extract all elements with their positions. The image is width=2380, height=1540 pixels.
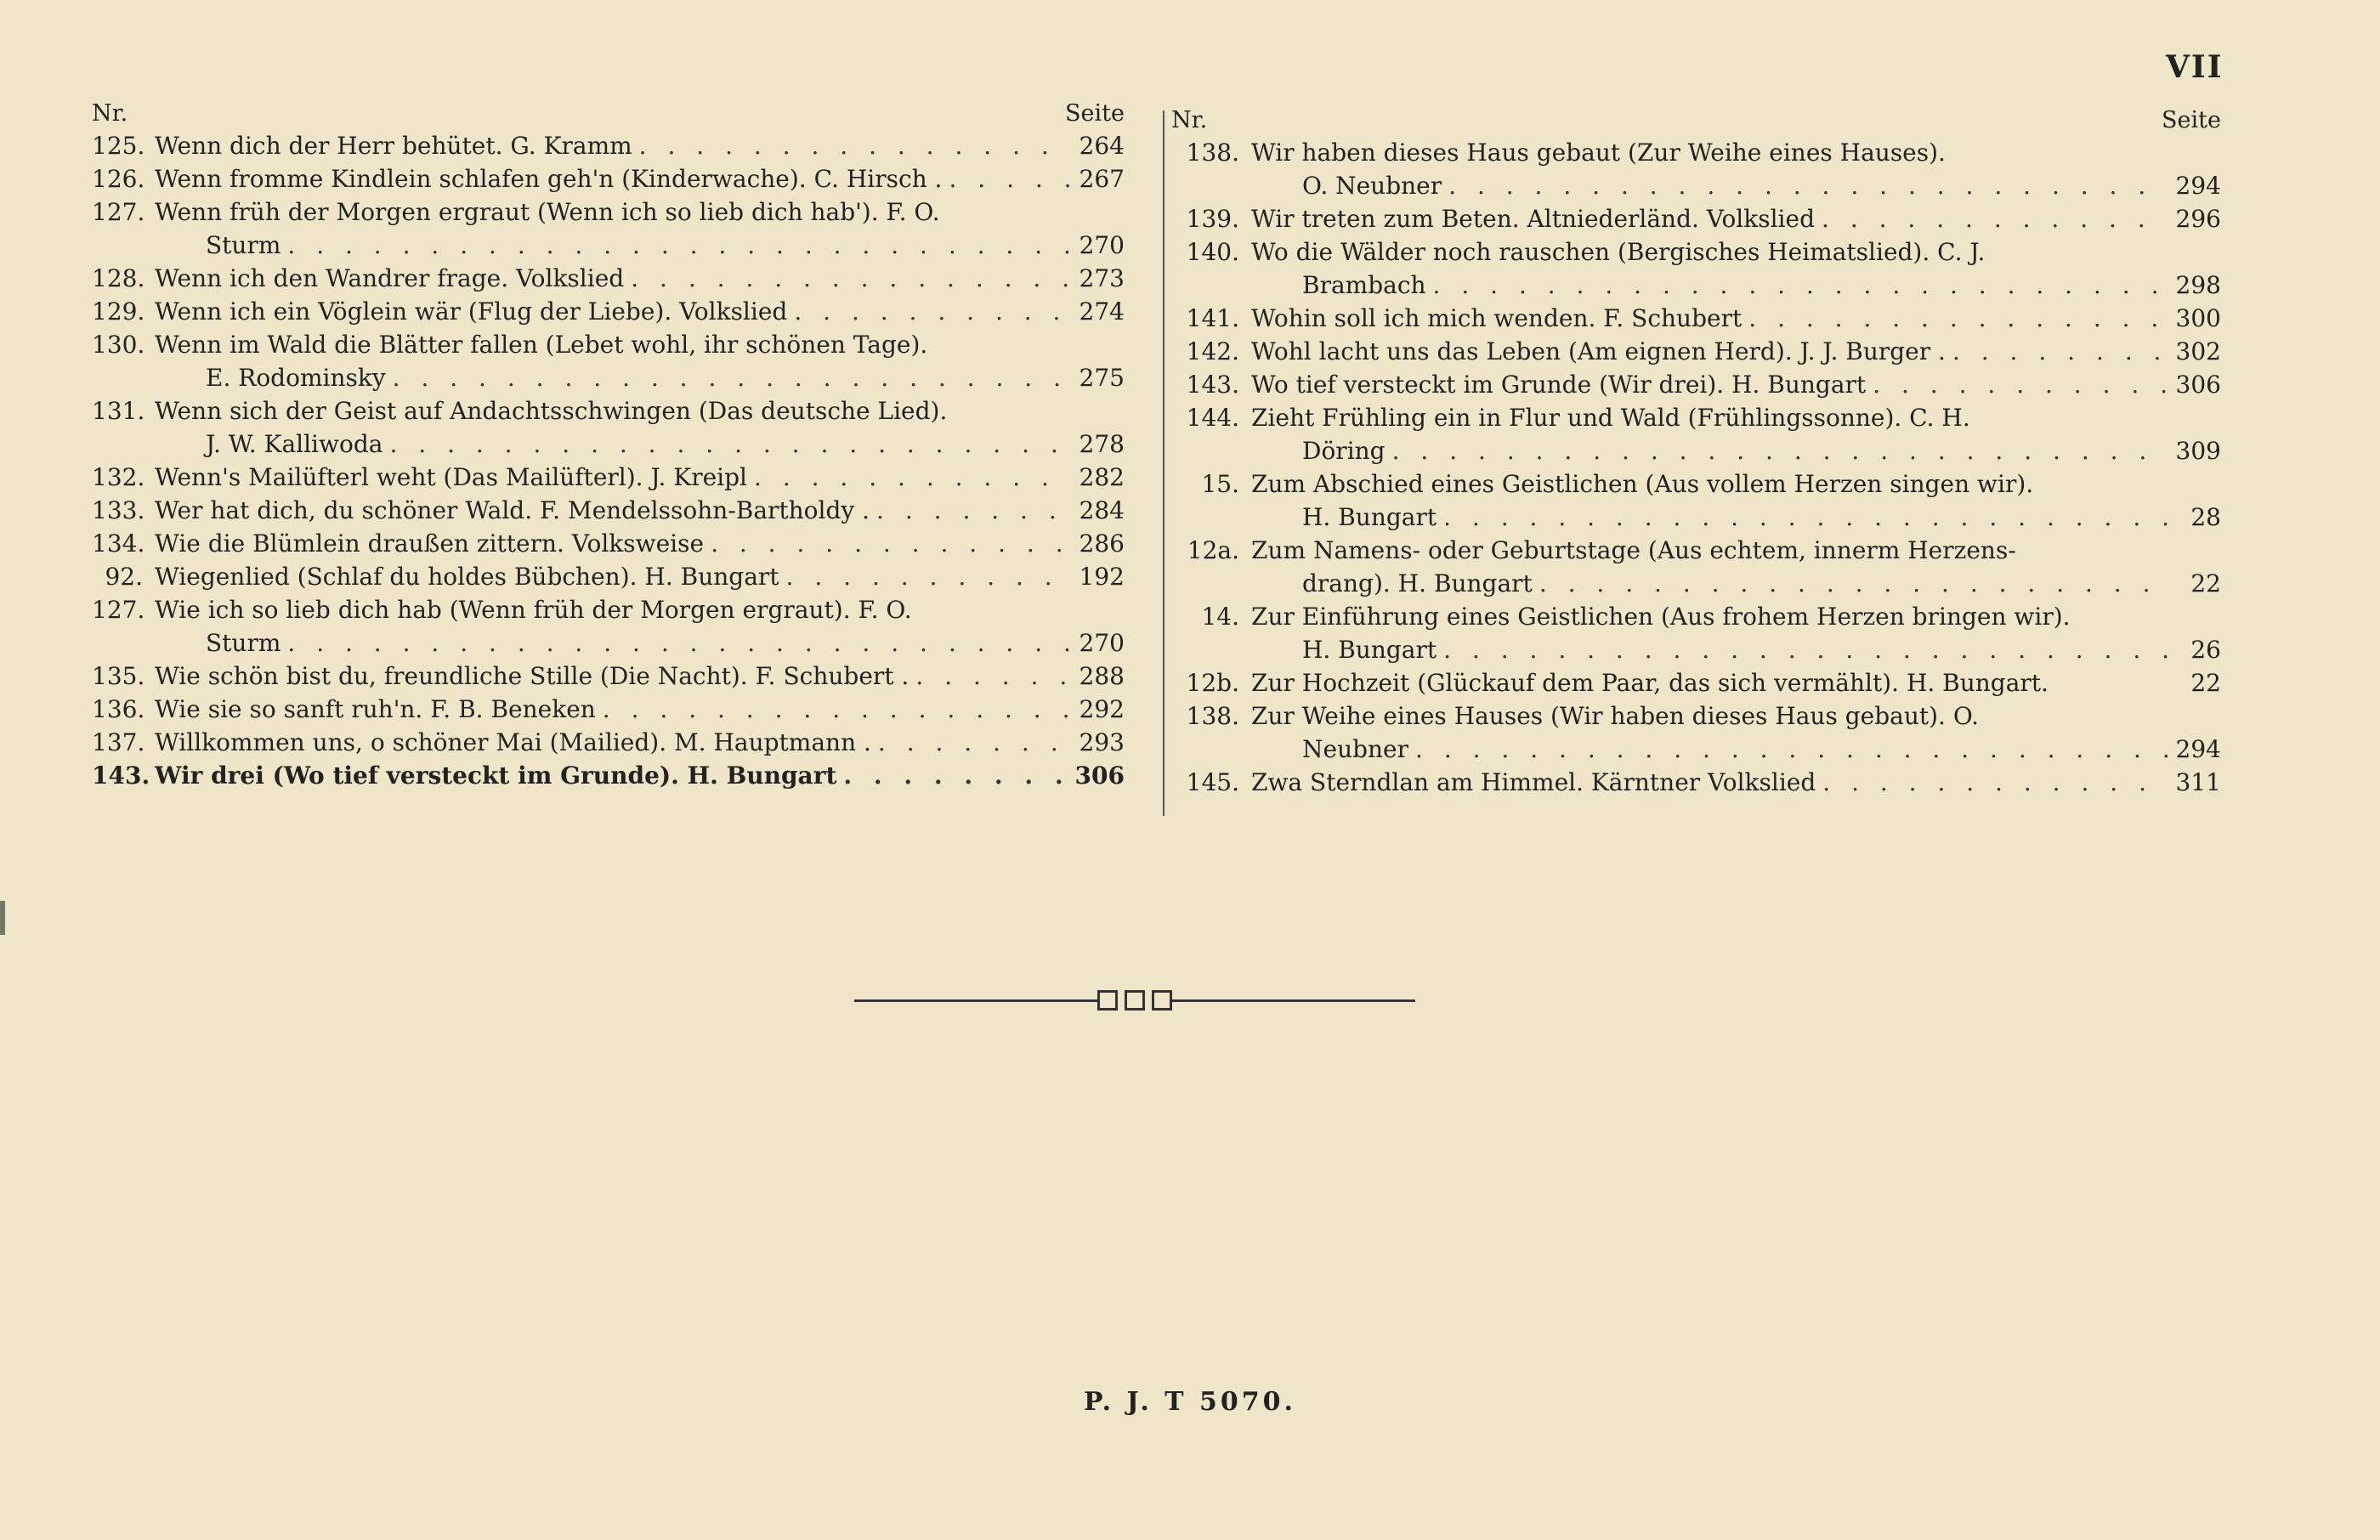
index-entry [92,129,1125,162]
entry-number: 14. [1201,603,1239,631]
dot-leader [386,361,1072,394]
entry-title: Wir haben dieses Haus gebaut (Zur Weihe eines Hauses). [1251,139,1946,167]
entry-number: 132. [92,463,145,491]
dot-leader [632,129,1072,162]
entry-number: 140. [1186,238,1239,266]
entry-number: 139. [1186,205,1239,233]
entry-title: H. Bungart [1302,636,1437,664]
entry-line [155,494,1125,527]
dot-leader [624,262,1072,295]
dot-leader [1436,501,2168,534]
entry-body [155,295,1125,328]
entry-page: 306 [1074,762,1125,790]
entry-body [1251,368,2221,401]
entry-title: Wir drei (Wo tief versteckt im Grunde). H. Bungart [155,762,837,790]
entry-page: 192 [1079,563,1125,591]
entry-page: 288 [1079,662,1125,690]
entry-body [1251,335,2221,368]
entry-line [1251,269,2221,302]
entry-number: 15. [1201,470,1239,498]
dot-leader [1533,567,2168,600]
entry-line [155,461,1125,494]
entry-line [1251,666,2221,699]
entry-line [155,295,1125,328]
entry-line [1251,766,2221,799]
ornament-square [1125,990,1145,1011]
entry-title: Wenn früh der Morgen ergraut (Wenn ich so lieb dich hab'). F. O. [155,198,940,226]
entry-title: Wohl lacht uns das Leben (Am eignen Herd). J. J. Burger . [1251,337,1946,365]
dot-leader [704,527,1072,560]
index-entry [1171,699,2221,766]
index-entry [92,693,1125,726]
index-entry [1171,401,2221,467]
header-page: Seite [2162,107,2221,133]
index-entry [92,262,1125,295]
index-entry [92,560,1125,593]
entry-page: 286 [1079,529,1125,558]
entry-line [1251,202,2221,235]
entry-page: 270 [1079,629,1125,657]
ornament-square [1097,990,1118,1011]
entry-body [155,527,1125,560]
column-header [92,99,1125,129]
index-entry [92,162,1125,195]
entry-body [1251,467,2221,534]
entry-page: 22 [2190,569,2221,597]
dot-leader [870,494,1072,527]
dot-leader [1436,633,2168,666]
entry-body [1251,136,2221,202]
entry-line [155,726,1125,759]
entry-list [92,129,1125,792]
entry-body [1251,766,2221,799]
dot-leader [787,295,1072,328]
entry-body [155,693,1125,726]
entry-number: 127. [92,198,145,226]
entry-page: 294 [2175,172,2221,200]
index-entry [92,527,1125,560]
entry-page: 298 [2175,271,2221,299]
entry-title: drang). H. Bungart [1302,569,1533,597]
entry-line [155,361,1125,394]
dot-leader [1386,434,2168,467]
entry-title: Wo tief versteckt im Grunde (Wir drei). H. Bungart [1251,371,1867,399]
header-page: Seite [1065,100,1125,127]
entry-title: Willkommen uns, o schöner Mai (Mailied). M. Hauptmann . [155,728,871,756]
dot-leader [1742,302,2168,335]
entry-body [155,494,1125,527]
entry-body [155,660,1125,693]
column-header [1171,105,2221,136]
index-column-right [1171,105,2221,799]
entry-title: J. W. Kalliwoda [206,430,383,458]
entry-line [1251,302,2221,335]
entry-title: Sturm [206,231,281,259]
entry-page: 311 [2175,768,2221,796]
entry-body [1251,699,2221,766]
entry-page: 296 [2175,205,2221,233]
entry-title: Zur Hochzeit (Glückauf dem Paar, das sich vermählt). H. Bungart. [1251,669,2048,697]
entry-title: Wie schön bist du, freundliche Stille (Die Nacht). F. Schubert . [155,662,910,690]
entry-page: 278 [1079,430,1125,458]
entry-page: 284 [1079,496,1125,524]
entry-title: Wenn ich den Wandrer frage. Volkslied [155,264,625,292]
dot-leader [1816,766,2168,799]
dot-leader [836,759,1072,792]
entry-body [155,759,1125,792]
entry-number: 143. [92,762,150,790]
entry-body [155,560,1125,593]
entry-title: Zur Einführung eines Geistlichen (Aus frohem Herzen bringen wir). [1251,603,2071,631]
entry-title: Zur Weihe eines Hauses (Wir haben dieses Haus gebaut). O. [1251,702,1980,730]
index-column-left [92,99,1125,792]
entry-line [155,560,1125,593]
entry-title: Zum Namens- oder Geburtstage (Aus echtem, innerm Herzens- [1251,536,2016,564]
dot-leader [280,626,1072,660]
entry-page: 270 [1079,231,1125,259]
entry-number: 137. [92,728,145,756]
dot-leader [1408,733,2168,766]
index-entry [1171,766,2221,799]
entry-page: 292 [1079,695,1125,723]
index-entry [1171,335,2221,368]
entry-line [1251,335,2221,368]
entry-title: Zum Abschied eines Geistlichen (Aus vollem Herzen singen wir). [1251,470,2034,498]
entry-title: Wenn sich der Geist auf Andachtsschwingen (Das deutsche Lied). [155,397,948,425]
entry-title: O. Neubner [1302,172,1442,200]
entry-line [1251,501,2221,534]
entry-title: Wenn fromme Kindlein schlafen geh'n (Kinderwache). C. Hirsch . [155,165,943,193]
entry-line [1251,434,2221,467]
entry-number: 138. [1186,702,1239,730]
entry-line [155,229,1125,262]
entry-number: 133. [92,496,145,524]
entry-title: Wenn ich ein Vöglein wär (Flug der Liebe). Volkslied [155,297,788,326]
entry-number: 129. [92,297,145,326]
index-entry [1171,235,2221,302]
entry-body [155,262,1125,295]
entry-line [155,527,1125,560]
dot-leader [1426,269,2168,302]
entry-number: 130. [92,331,145,359]
entry-body [155,195,1125,262]
entry-page: 300 [2175,304,2221,332]
entry-line [155,262,1125,295]
entry-number: 12b. [1186,669,1239,697]
dot-leader [871,726,1072,759]
entry-line [155,427,1125,461]
ornament-squares [1097,990,1172,1011]
column-divider [1163,110,1164,816]
entry-page: 293 [1079,728,1125,756]
entry-line [155,660,1125,693]
entry-number: 144. [1186,404,1239,432]
index-entry [92,759,1125,792]
entry-number: 125. [92,132,145,160]
entry-body [155,593,1125,660]
entry-number: 134. [92,529,145,558]
entry-body [1251,401,2221,467]
entry-title: Wenn dich der Herr behütet. G. Kramm [155,132,632,160]
entry-page: 302 [2175,337,2221,365]
entry-line [155,693,1125,726]
entry-page: 306 [2175,371,2221,399]
entry-line [155,626,1125,660]
entry-body [155,461,1125,494]
dot-leader [382,427,1072,461]
index-entry [92,593,1125,660]
entry-line [1251,733,2221,766]
entry-title: Wer hat dich, du schöner Wald. F. Mendelssohn-Bartholdy . [155,496,870,524]
dot-leader [1946,335,2168,368]
entry-title: H. Bungart [1302,503,1437,531]
entry-page: 275 [1079,364,1125,392]
ornament-rule-right [1172,999,1415,1002]
index-entry [92,195,1125,262]
entry-body [155,328,1125,394]
entry-line [1251,368,2221,401]
entry-page: 309 [2175,437,2221,465]
entry-page: 274 [1079,297,1125,326]
index-entry [92,726,1125,759]
entry-body [1251,534,2221,600]
index-entry [1171,467,2221,534]
entry-page: 264 [1079,132,1125,160]
entry-body [1251,302,2221,335]
entry-line [1251,633,2221,666]
entry-title: Wie sie so sanft ruh'n. F. B. Beneken [155,695,596,723]
index-entry [92,461,1125,494]
dot-leader [280,229,1072,262]
entry-number: 145. [1186,768,1239,796]
index-entry [1171,534,2221,600]
entry-title: Wie ich so lieb dich hab (Wenn früh der Morgen ergraut). F. O. [155,596,912,624]
index-entry [92,660,1125,693]
page-number: VII [2166,49,2224,85]
entry-body [155,162,1125,195]
entry-line [1251,567,2221,600]
index-entry [1171,368,2221,401]
dot-leader [779,560,1072,593]
entry-number: 131. [92,397,145,425]
entry-body [155,129,1125,162]
entry-number: 126. [92,165,145,193]
entry-body [1251,666,2221,699]
entry-title: Wie die Blümlein draußen zittern. Volksweise [155,529,705,558]
index-entry [1171,666,2221,699]
entry-title: Wenn's Mailüfterl weht (Das Mailüfterl). J. Kreipl [155,463,748,491]
entry-number: 92. [105,563,143,591]
index-entry [92,328,1125,394]
entry-body [1251,235,2221,302]
entry-title: Zwa Sterndlan am Himmel. Kärntner Volkslied [1251,768,1816,796]
entry-body [1251,600,2221,666]
dot-leader [596,693,1072,726]
dot-leader [942,162,1072,195]
index-entry [92,494,1125,527]
entry-title: E. Rodominsky [206,364,386,392]
entry-body [155,394,1125,461]
dot-leader [1442,169,2168,202]
entry-title: Sturm [206,629,281,657]
entry-title: Brambach [1302,271,1426,299]
entry-page: 267 [1079,165,1125,193]
entry-line [155,129,1125,162]
entry-number: 127. [92,596,145,624]
entry-page: 282 [1079,463,1125,491]
ornament-rule-left [854,999,1097,1002]
entry-number: 142. [1186,337,1239,365]
index-entry [1171,136,2221,202]
ornament-square [1152,990,1172,1011]
printer-code: P. J. T 5070. [1084,1387,1296,1417]
dot-leader [909,660,1072,693]
index-entry [92,295,1125,328]
index-entry [1171,202,2221,235]
entry-title: Zieht Frühling ein in Flur und Wald (Frühlingssonne). C. H. [1251,404,1970,432]
entry-number: 12a. [1187,536,1239,564]
index-entry [92,394,1125,461]
entry-number: 141. [1186,304,1239,332]
entry-title: Wenn im Wald die Blätter fallen (Lebet wohl, ihr schönen Tage). [155,331,928,359]
entry-line [155,162,1125,195]
index-entry [1171,302,2221,335]
entry-page: 26 [2190,636,2221,664]
edge-mark [0,901,5,935]
entry-line [1251,169,2221,202]
entry-page: 22 [2190,669,2221,697]
entry-page: 294 [2175,735,2221,763]
entry-line [155,759,1125,792]
dot-leader [1815,202,2168,235]
entry-body [155,726,1125,759]
entry-title: Döring [1302,437,1386,465]
header-nr: Nr. [92,100,128,127]
dot-leader [1866,368,2168,401]
entry-number: 135. [92,662,145,690]
entry-title: Wiegenlied (Schlaf du holdes Bübchen). H. Bungart [155,563,779,591]
entry-page: 28 [2190,503,2221,531]
entry-page: 273 [1079,264,1125,292]
entry-number: 143. [1186,371,1239,399]
header-nr: Nr. [1171,107,1208,133]
entry-title: Neubner [1302,735,1409,763]
entry-number: 128. [92,264,145,292]
entry-list [1171,136,2221,799]
section-end-ornament [854,988,1415,1013]
entry-number: 138. [1186,139,1239,167]
entry-number: 136. [92,695,145,723]
entry-body [1251,202,2221,235]
dot-leader [747,461,1072,494]
entry-title: Wohin soll ich mich wenden. F. Schubert [1251,304,1742,332]
entry-title: Wir treten zum Beten. Altniederländ. Volkslied [1251,205,1816,233]
entry-title: Wo die Wälder noch rauschen (Bergisches Heimatslied). C. J. [1251,238,1986,266]
index-entry [1171,600,2221,666]
